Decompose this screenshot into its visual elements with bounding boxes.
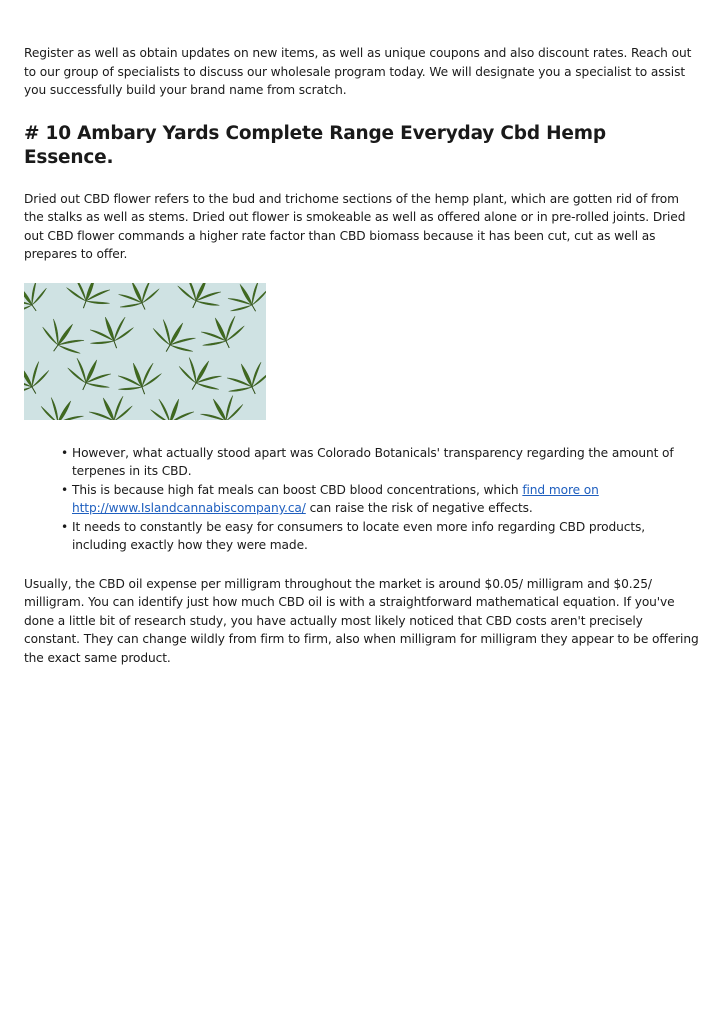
- list-item-text-before-link: This is because high fat meals can boost CBD blood concentrations, which: [72, 482, 523, 497]
- document-page: [24, 44, 700, 667]
- list-item-text-after-link: can raise the risk of negative effects.: [305, 501, 533, 515]
- hemp-leaf-image: [24, 283, 266, 420]
- bullet-icon: •: [61, 519, 69, 534]
- section-body-paragraph: Dried out CBD flower refers to the bud and trichome sections of the hemp plant, which are gotten rid of from the stalks as well as stems. Dried out flower is smokeable as well as offered alone or in pre-rolled joints. Dried out CBD flower commands a higher rate factor than CBD biomass because it has been cut, cut as well as prepares to offer.: [24, 191, 686, 261]
- islandcannabis-link[interactable]: find more on http://www.Islandcannabiscompany.ca/: [72, 482, 599, 515]
- list-item: [61, 444, 700, 481]
- list-item: [61, 481, 700, 518]
- list-item: [61, 518, 700, 555]
- bullet-icon: •: [61, 445, 69, 460]
- list-item-text: However, what actually stood apart was Colorado Botanicals' transparency regarding the amount of terpenes in its CBD.: [72, 445, 674, 478]
- bullet-list: [24, 444, 700, 555]
- bullet-icon: •: [61, 482, 69, 497]
- hemp-leaf-pattern-icon: [24, 283, 266, 420]
- intro-paragraph: Register as well as obtain updates on new items, as well as unique coupons and also discount rates. Reach out to our group of specialists to discuss our wholesale program today. We will designate you a specialist to assist you successfully build your brand name from scratch.: [24, 46, 692, 97]
- list-item-text: It needs to constantly be easy for consumers to locate even more info regarding CBD products, including exactly how they were made.: [72, 519, 646, 552]
- section-heading: # 10 Ambary Yards Complete Range Everyday Cbd Hemp Essence.: [24, 122, 606, 168]
- closing-paragraph: Usually, the CBD oil expense per milligram throughout the market is around $0.05/ milligram and $0.25/ milligram. You can identify just how much CBD oil is with a straightforward mathematical equation. If you've done a little bit of research study, you have actually most likely noticed that CBD costs aren't precisely constant. They can change wildly from firm to firm, also when milligram for milligram they appear to be offering the exact same product.: [24, 576, 699, 665]
